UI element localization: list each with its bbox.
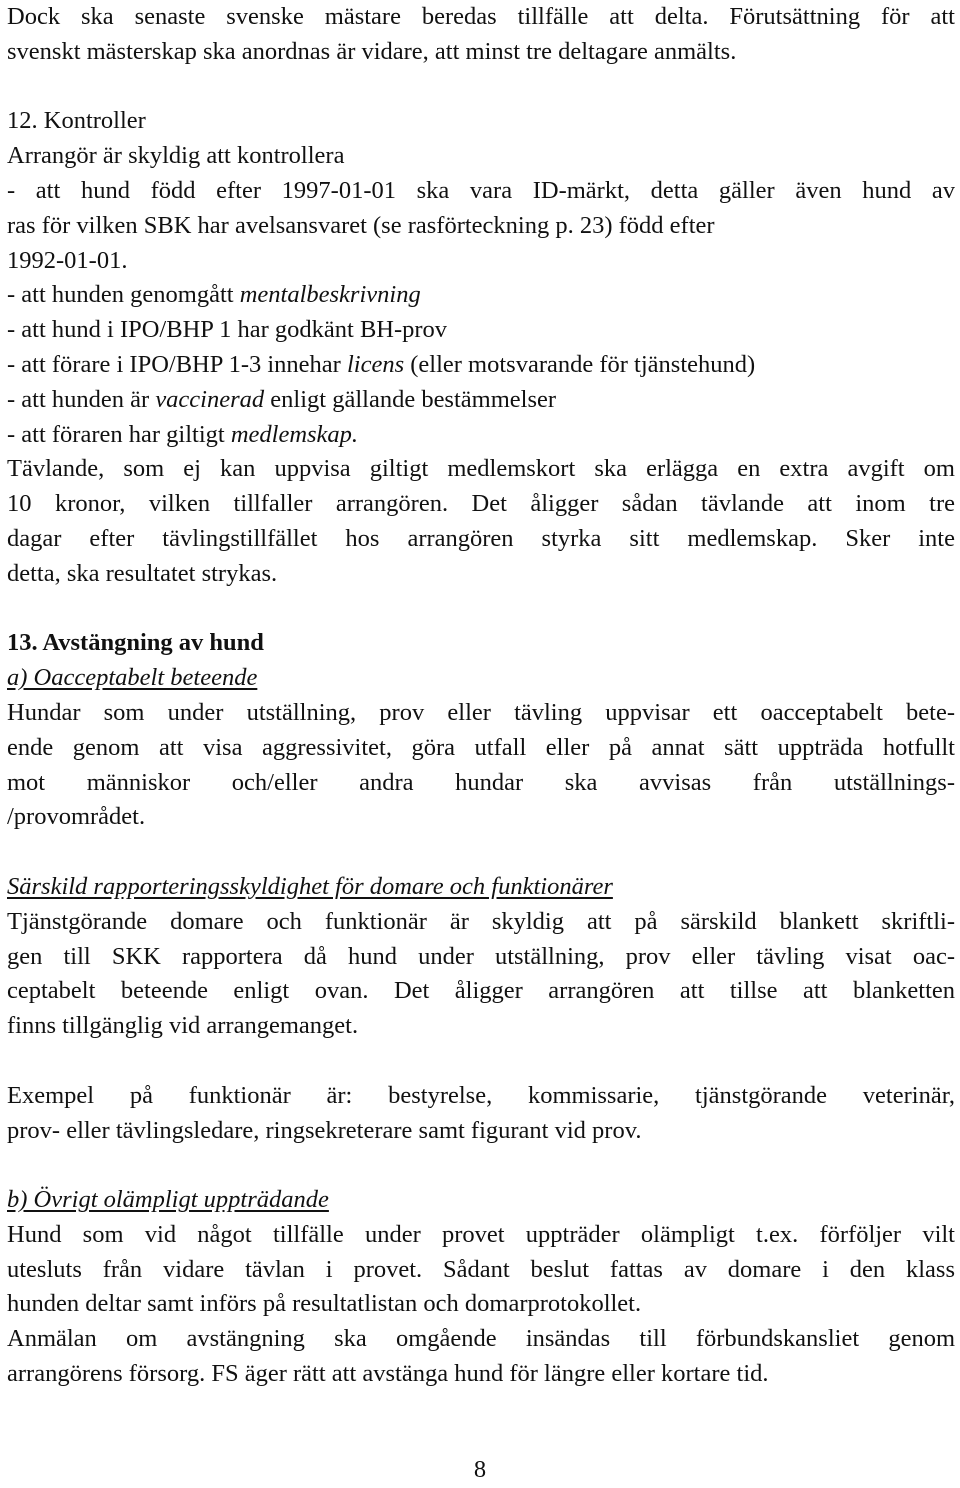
text-line: Dock ska senaste svenske mästare beredas tillfälle att delta. Förutsättning för att <box>7 3 955 30</box>
text-line: Tävlande, som ej kan uppvisa giltigt medlemskort ska erlägga en extra avgift om <box>7 455 955 483</box>
text-line: finns tillgänglig vid arrangemanget. <box>7 1012 359 1040</box>
text-line: Tjänstgörande domare och funktionär är skyldig att på särskild blankett skriftli- <box>7 907 955 935</box>
emphasis: medlemskap. <box>230 420 359 448</box>
text-line: Hund som vid något tillfälle under provet uppträder olämpligt t.ex. förföljer vilt <box>7 1220 955 1248</box>
list-item-bh: - att hund i IPO/BHP 1 har godkänt BH-prov <box>7 316 448 344</box>
text-line: gen till SKK rapportera då hund under utställning, prov eller tävling visat oac- <box>7 942 955 970</box>
text-line: ende genom att visa aggressivitet, göra utfall eller på annat sätt uppträda hotfullt <box>7 733 955 761</box>
list-item-vaccin: - att hunden är vaccinerad enligt gällande bestämmelser <box>7 385 557 413</box>
section-12-title: 12. Kontroller <box>7 107 146 135</box>
document-page <box>7 0 955 1392</box>
text-line: 1992-01-01. <box>7 246 128 274</box>
text-line: Exempel på funktionär är: bestyrelse, kommissarie, tjänstgörande veterinär, <box>7 1081 955 1109</box>
text-line: ras för vilken SBK har avelsansvaret (se rasförteckning p. 23) född efter <box>7 211 715 239</box>
subheading-b: b) Övrigt olämpligt uppträdande <box>7 1186 329 1214</box>
list-item-mental: - att hunden genomgått mentalbeskrivning <box>7 281 421 309</box>
text-line: 10 kronor, vilken tillfaller arrangören. Det åligger sådan tävlande att inom tre <box>7 490 955 518</box>
text-line: detta, ska resultatet strykas. <box>7 559 278 587</box>
list-item-medlemskap: - att föraren har giltigt medlemskap. <box>7 420 359 448</box>
list-item-licens: - att förare i IPO/BHP 1-3 innehar licens (eller motsvarande för tjänstehund) <box>7 350 756 378</box>
subheading-a: a) Oacceptabelt beteende <box>7 664 258 692</box>
text-line: Hundar som under utställning, prov eller tävling uppvisar ett oacceptabelt bete- <box>7 698 955 726</box>
text-line: Anmälan om avstängning ska omgående insändas till förbundskansliet genom <box>7 1325 955 1353</box>
subheading-sarskild: Särskild rapporteringsskyldighet för domare och funktionärer <box>7 872 613 900</box>
section-12 <box>7 104 955 591</box>
text-line: hunden deltar samt införs på resultatlistan och domarprotokollet. <box>7 1290 642 1318</box>
emphasis: vaccinerad <box>155 385 265 413</box>
emphasis: licens <box>346 350 405 378</box>
text-line: prov- eller tävlingsledare, ringsekreterare samt figurant vid prov. <box>7 1116 642 1144</box>
section-13 <box>7 626 955 1392</box>
emphasis: mentalbeskrivning <box>239 281 421 309</box>
section-12-lead: Arrangör är skyldig att kontrollera <box>7 142 345 170</box>
text-line: ceptabelt beteende enligt ovan. Det åligger arrangören att tillse att blanketten <box>7 977 955 1005</box>
text-line: mot människor och/eller andra hundar ska avvisas från utställnings- <box>7 768 955 796</box>
text-line: dagar efter tävlingstillfället hos arrangören styrka sitt medlemskap. Sker inte <box>7 524 955 552</box>
text-line: arrangörens försorg. FS äger rätt att avstänga hund för längre eller kortare tid. <box>7 1360 769 1388</box>
page-number: 8 <box>473 1456 487 1483</box>
intro-paragraph <box>7 0 955 70</box>
section-13-title: 13. Avstängning av hund <box>7 629 264 657</box>
text-line: svenskt mästerskap ska anordnas är vidare, att minst tre deltagare anmälts. <box>7 37 737 65</box>
text-line: utesluts från vidare tävlan i provet. Sådant beslut fattas av domare i den klass <box>7 1255 955 1283</box>
text-line: /provområdet. <box>7 803 146 831</box>
text-line: - att hund född efter 1997-01-01 ska vara ID-märkt, detta gäller även hund av <box>7 176 955 204</box>
